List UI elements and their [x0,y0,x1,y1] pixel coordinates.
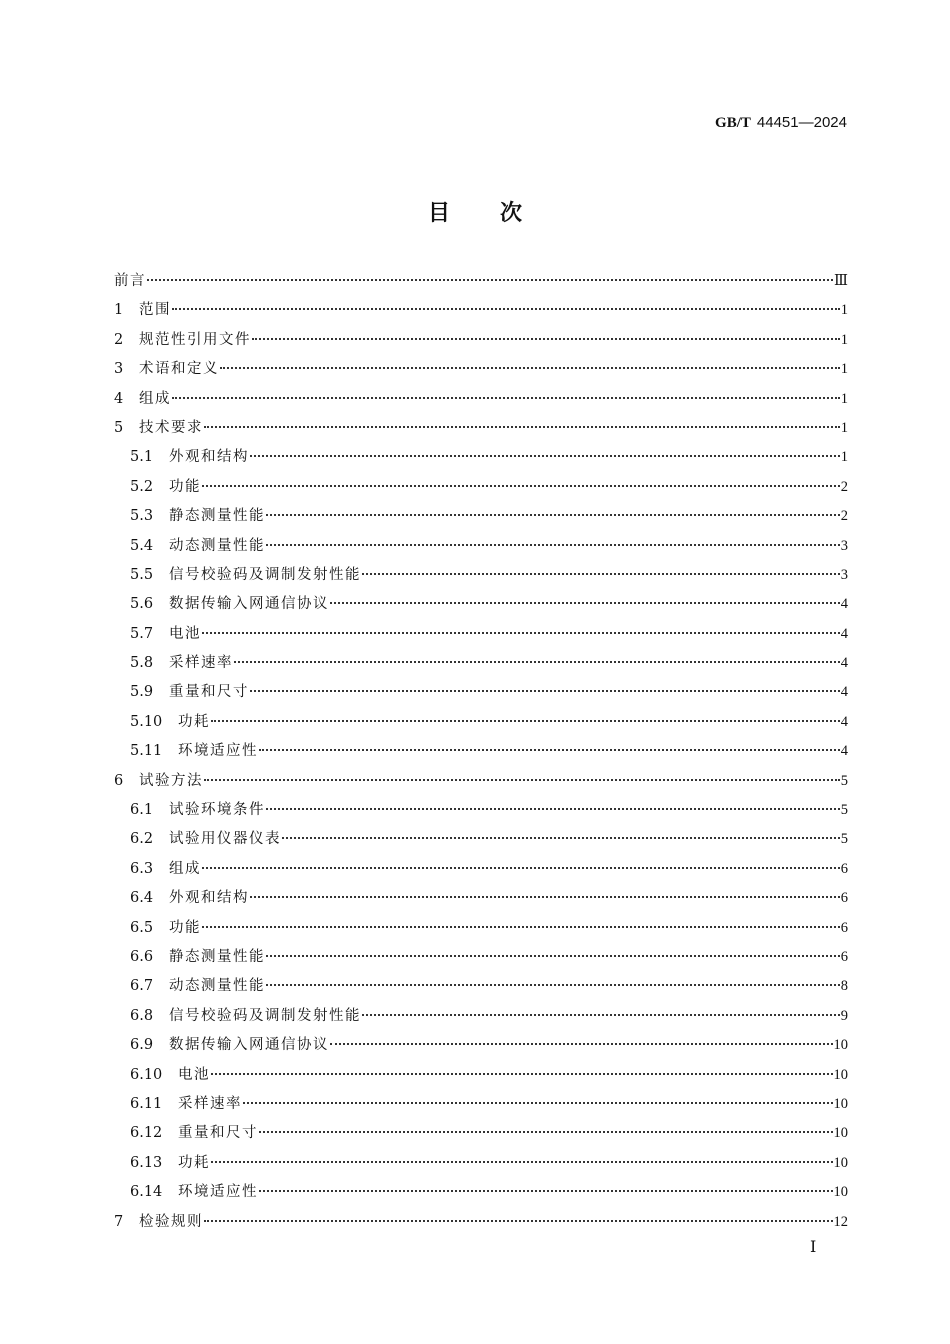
toc-entry-label: 静态测量性能 [169,508,265,525]
toc-entry-number: 3 [114,361,124,378]
toc-dot-leader [204,426,840,428]
toc-entry-label: 范围 [139,302,171,319]
toc-entry[interactable] [114,534,848,563]
toc-entry-number: 2 [114,331,124,348]
standard-number: 44451—2024 [756,114,847,131]
toc-entry-page: 10 [833,1095,848,1112]
toc-entry[interactable] [114,1063,848,1092]
toc-entry-page: 9 [840,1007,848,1024]
toc-dot-leader [250,455,840,457]
toc-entry-label: 采样速率 [169,655,233,672]
toc-entry[interactable] [114,475,848,504]
toc-entry-number: 6.9 [130,1037,154,1054]
toc-dot-leader [250,690,840,692]
toc-entry-label: 环境适应性 [178,1184,258,1201]
toc-dot-leader [252,338,840,340]
toc-dot-leader [266,514,840,516]
toc-dot-leader [266,808,840,810]
toc-dot-leader [259,1131,833,1133]
page-number: Ⅰ [810,1239,817,1256]
toc-entry-page: 1 [840,331,848,348]
toc-dot-leader [172,308,840,310]
toc-entry-label: 功能 [169,919,201,936]
toc-entry-number: 1 [114,302,124,319]
toc-entry-page: 10 [833,1066,848,1083]
toc-entry-page: 6 [840,860,848,877]
toc-entry-page: 4 [840,625,848,642]
toc-entry-page: 10 [833,1037,848,1054]
toc-entry[interactable] [114,269,848,298]
toc-entry-number: 5.8 [130,655,154,672]
toc-entry[interactable] [114,1004,848,1033]
toc-entry-page: 1 [840,419,848,436]
toc-entry-label: 电池 [169,625,201,642]
toc-entry[interactable] [114,798,848,827]
toc-entry-label: 规范性引用文件 [139,331,251,348]
toc-dot-leader [202,485,840,487]
toc-dot-leader [202,867,840,869]
toc-entry[interactable] [114,739,848,768]
toc-entry-label: 前言 [114,273,146,289]
toc-entry-label: 静态测量性能 [169,948,265,965]
toc-entry[interactable] [114,357,848,386]
toc-entry-page: 4 [840,713,848,730]
toc-entry-number: 7 [114,1213,124,1230]
toc-entry-label: 环境适应性 [178,743,258,760]
toc-entry-number: 5.9 [130,684,154,701]
toc-entry-page: 5 [840,831,848,848]
toc-entry-number: 6.3 [130,860,154,877]
toc-entry-page: 1 [840,302,848,319]
toc-entry-label: 试验环境条件 [169,802,265,819]
page-title: 目次 [427,201,572,226]
toc-dot-leader [266,955,840,957]
toc-entry-page: 3 [840,537,848,554]
toc-entry-number: 5.1 [130,449,154,466]
toc-entry-page: 1 [840,449,848,466]
toc-entry[interactable] [114,1033,848,1062]
standard-code: GB/T [715,115,751,131]
toc-entry[interactable] [114,1151,848,1180]
toc-dot-leader [220,367,840,369]
toc-entry-number: 6.1 [130,802,154,819]
toc-entry-number: 6.7 [130,978,154,995]
toc-entry[interactable] [114,592,848,621]
toc-entry-label: 组成 [169,860,201,877]
toc-entry-number: 6.10 [130,1066,163,1083]
toc-dot-leader [147,279,833,281]
toc-entry-label: 试验用仪器仪表 [169,831,281,848]
toc-entry-page: 6 [840,948,848,965]
document-number [715,113,847,132]
toc-entry[interactable] [114,1121,848,1150]
toc-entry-number: 5.7 [130,625,154,642]
toc-dot-leader [204,1220,833,1222]
toc-dot-leader [259,1190,833,1192]
toc-dot-leader [362,1014,840,1016]
toc-entry-page: 1 [840,390,848,407]
toc-entry-number: 6.13 [130,1154,163,1171]
toc-dot-leader [282,837,840,839]
toc-entry-number: 5.11 [130,743,163,760]
toc-entry[interactable] [114,945,848,974]
toc-entry[interactable] [114,328,848,357]
toc-dot-leader [234,661,840,663]
toc-entry-label: 动态测量性能 [169,537,265,554]
toc-dot-leader [211,720,840,722]
toc-entry-label: 试验方法 [139,772,203,789]
toc-entry-label: 数据传输入网通信协议 [169,596,329,613]
toc-entry-number: 6.8 [130,1007,154,1024]
toc-entry-page: 1 [840,361,848,378]
toc-entry-label: 外观和结构 [169,449,249,466]
toc-entry-number: 6.12 [130,1125,163,1142]
toc-entry[interactable] [114,886,848,915]
toc-entry-label: 重量和尺寸 [178,1125,258,1142]
toc-entry-label: 电池 [178,1066,210,1083]
toc-entry-label: 技术要求 [139,419,203,436]
toc-dot-leader [172,397,840,399]
toc-dot-leader [243,1102,833,1104]
toc-dot-leader [266,544,840,546]
toc-dot-leader [211,1073,833,1075]
toc-entry-page: 4 [840,596,848,613]
toc-entry-page: 6 [840,919,848,936]
toc-entry-number: 5.10 [130,713,163,730]
toc-entry-label: 动态测量性能 [169,978,265,995]
toc-entry[interactable] [114,563,848,592]
toc-entry-number: 4 [114,390,124,407]
toc-entry-label: 数据传输入网通信协议 [169,1037,329,1054]
toc-entry[interactable] [114,387,848,416]
toc-entry[interactable] [114,680,848,709]
toc-entry-page: 4 [840,684,848,701]
table-of-contents [114,269,848,1239]
toc-entry-page: 5 [840,772,848,789]
toc-dot-leader [266,984,840,986]
toc-entry-label: 功耗 [178,713,210,730]
toc-entry[interactable] [114,916,848,945]
toc-entry-label: 术语和定义 [139,361,219,378]
toc-entry-number: 6.2 [130,831,154,848]
toc-entry-number: 5 [114,419,124,436]
toc-entry-number: 6.11 [130,1095,163,1112]
toc-dot-leader [204,779,840,781]
toc-entry[interactable] [114,974,848,1003]
toc-dot-leader [259,749,840,751]
toc-entry-number: 6.6 [130,948,154,965]
toc-entry-page: 8 [840,978,848,995]
toc-entry[interactable] [114,710,848,739]
toc-dot-leader [330,1043,833,1045]
toc-entry[interactable] [114,651,848,680]
toc-entry-number: 6.4 [130,890,154,907]
toc-entry[interactable] [114,1092,848,1121]
toc-entry[interactable] [114,769,848,798]
toc-entry-label: 重量和尺寸 [169,684,249,701]
toc-entry[interactable] [114,298,848,327]
toc-dot-leader [202,926,840,928]
toc-entry-page: 10 [833,1154,848,1171]
toc-entry-number: 5.3 [130,508,154,525]
toc-dot-leader [250,896,840,898]
toc-entry-page: Ⅲ [834,273,848,289]
toc-entry-page: 5 [840,802,848,819]
toc-entry-label: 采样速率 [178,1095,242,1112]
toc-entry-page: 2 [840,478,848,495]
toc-entry-number: 6.14 [130,1184,163,1201]
toc-entry-page: 10 [833,1184,848,1201]
toc-entry[interactable] [114,622,848,651]
toc-entry-label: 外观和结构 [169,890,249,907]
toc-entry-page: 12 [833,1213,848,1230]
toc-entry-label: 检验规则 [139,1213,203,1230]
toc-dot-leader [362,573,840,575]
toc-entry-number: 5.2 [130,478,154,495]
toc-entry-number: 6 [114,772,124,789]
toc-entry-label: 功耗 [178,1154,210,1171]
toc-entry-page: 2 [840,508,848,525]
toc-entry-number: 6.5 [130,919,154,936]
toc-entry-label: 组成 [139,390,171,407]
toc-entry-label: 信号校验码及调制发射性能 [169,1007,361,1024]
toc-entry-page: 4 [840,655,848,672]
toc-entry-number: 5.6 [130,596,154,613]
toc-entry-number: 5.4 [130,537,154,554]
toc-entry-page: 3 [840,566,848,583]
toc-entry-page: 10 [833,1125,848,1142]
toc-dot-leader [330,602,840,604]
toc-entry-number: 5.5 [130,566,154,583]
toc-dot-leader [211,1161,833,1163]
toc-entry-label: 功能 [169,478,201,495]
toc-entry[interactable] [114,857,848,886]
toc-entry[interactable] [114,1180,848,1209]
toc-entry[interactable] [114,445,848,474]
toc-dot-leader [202,632,840,634]
toc-entry-page: 4 [840,743,848,760]
toc-entry-page: 6 [840,890,848,907]
toc-entry[interactable] [114,1210,848,1239]
toc-entry[interactable] [114,827,848,856]
toc-entry-label: 信号校验码及调制发射性能 [169,566,361,583]
toc-entry[interactable] [114,416,848,445]
toc-entry[interactable] [114,504,848,533]
